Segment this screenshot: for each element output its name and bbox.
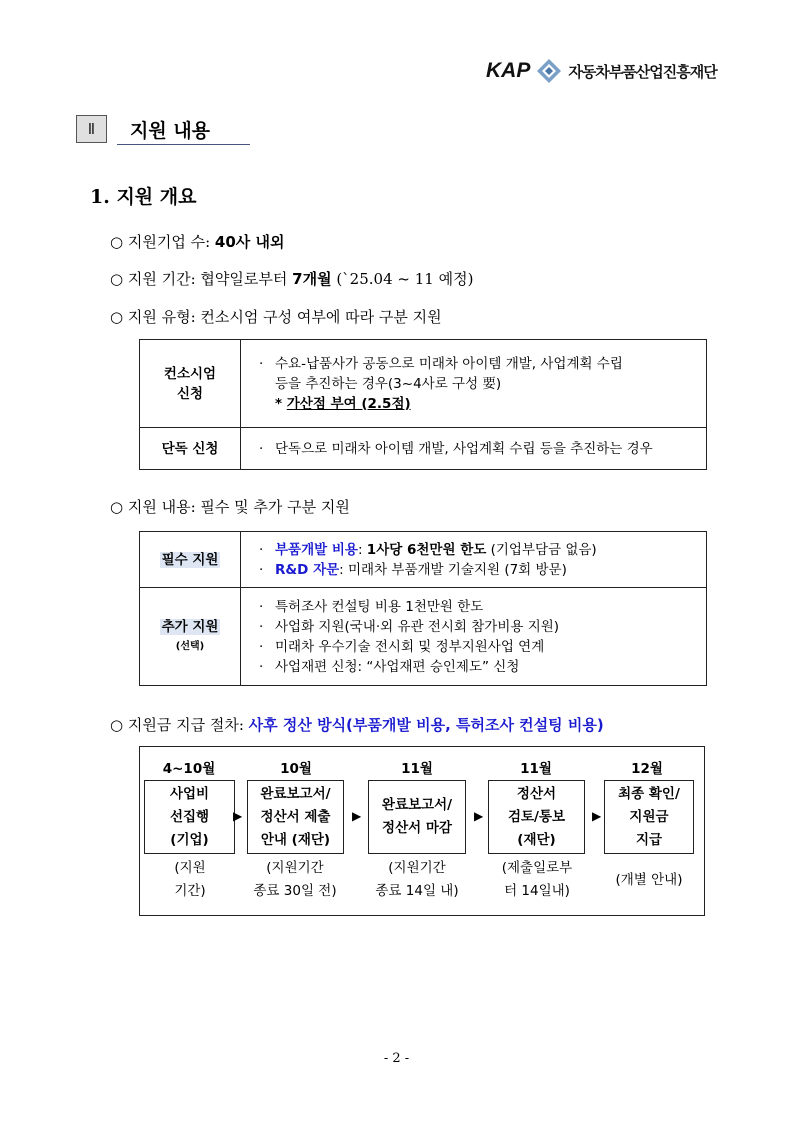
support-content-table — [139, 531, 707, 686]
bullet-text: 지원 내용: 필수 및 추가 구분 지원 — [127, 498, 350, 516]
process-month: 11월 — [401, 761, 433, 777]
process-note: (지원기간 종료 14일 내) — [375, 860, 459, 899]
process-step: 최종 확인/ 지원금 지급 — [604, 780, 694, 854]
logo-kap-text: KAP — [486, 59, 531, 82]
header-logo — [486, 58, 717, 84]
logo-diamond-icon — [536, 58, 562, 84]
single-line1: 단독으로 미래차 아이템 개발, 사업계획 수립 등을 추진하는 경우 — [275, 440, 653, 457]
consortium-line1: 수요-납품사가 공동으로 미래차 아이템 개발, 사업계획 수립 — [275, 355, 623, 372]
bullet-company-count — [110, 231, 285, 252]
process-step: 사업비 선집행 (기업) — [144, 780, 235, 854]
consortium-line2: 등을 추진하는 경우(3~4사로 구성 要) — [275, 375, 502, 392]
table-row — [140, 428, 707, 470]
note-mark: * — [275, 395, 283, 412]
section-title: 지원 내용 — [130, 120, 211, 142]
logo-org-name: 자동차부품산업진흥재단 — [568, 62, 717, 81]
process-note: (지원기간 종료 30일 전) — [253, 860, 337, 899]
heading-overview: 1. 지원 개요 — [90, 186, 197, 208]
bullet-text: 지원 기간: 협약일로부터 — [127, 270, 293, 288]
table-row — [140, 340, 707, 428]
additional-item: 특허조사 컨설팅 비용 1천만원 한도 — [275, 598, 484, 615]
process-note: (지원 기간) — [174, 860, 206, 899]
parts-dev-note: (기업부담금 없음) — [486, 541, 597, 558]
bullet-support-content — [110, 496, 350, 517]
bonus-note: 가산점 부여 (2.5점) — [286, 395, 411, 412]
required-content: · 부품개발 비용: 1사당 6천만원 한도 (기업부담금 없음) · R&D 자문: 미래차 부품개발 기술지원 (7회 방문) — [241, 532, 707, 588]
additional-item: 사업재편 신청: “사업재편 승인제도” 신청 — [275, 658, 520, 675]
section-number: Ⅱ — [76, 115, 107, 143]
separator: : — [357, 541, 367, 558]
payment-process-diagram — [139, 746, 705, 916]
process-step: 완료보고서/ 정산서 제출 안내 (재단) — [247, 780, 344, 854]
additional-item: 사업화 지원(국내·외 유관 전시회 참가비용 지원) — [275, 618, 560, 635]
period-value: 7개월 — [292, 270, 332, 288]
bullet-marker: ○ — [110, 716, 124, 734]
single-label: 단독 신청 — [140, 428, 241, 470]
bullet-marker: ○ — [110, 233, 124, 251]
table-row — [140, 588, 707, 686]
consortium-label: 컨소시엄 신청 — [140, 340, 241, 428]
arrow-right-icon: ▶ — [352, 809, 362, 823]
section-underline — [117, 144, 250, 145]
additional-label-text: 추가 지원 — [161, 618, 219, 635]
bullet-text: 지원기업 수: — [127, 233, 215, 251]
process-note: (개별 안내) — [615, 872, 683, 888]
bullet-text: 지원금 지급 절차: — [127, 716, 249, 734]
arrow-right-icon: ▶ — [474, 809, 484, 823]
additional-label — [140, 588, 241, 686]
page-number: - 2 - — [383, 1051, 410, 1066]
bullet-period — [110, 268, 473, 289]
rnd-advice: R&D 자문 — [275, 561, 340, 578]
bullet-payment-procedure — [110, 714, 604, 735]
table-row — [140, 532, 707, 588]
additional-content: · 특허조사 컨설팅 비용 1천만원 한도 · 사업화 지원(국내·외 유관 전시회 참가비용 지원) · 미래차 우수기술 전시회 및 정부지원사업 연계 · 사업재편 신청: “사업재편 승인제도” 신청 — [241, 588, 707, 686]
additional-item: 미래차 우수기술 전시회 및 정부지원사업 연계 — [275, 638, 545, 655]
process-month: 11월 — [520, 761, 552, 777]
arrow-right-icon: ▶ — [233, 809, 243, 823]
period-range: (`25.04 ~ 11 예정) — [331, 270, 474, 288]
additional-label-sub: (선택) — [175, 640, 205, 652]
company-count-value: 40사 내외 — [214, 233, 285, 251]
required-label — [140, 532, 241, 588]
process-month: 12월 — [631, 761, 663, 777]
parts-dev-cost: 부품개발 비용 — [275, 541, 358, 558]
bullet-support-type — [110, 306, 442, 327]
process-step: 완료보고서/ 정산서 마감 — [368, 780, 466, 854]
process-month: 4~10월 — [162, 761, 216, 777]
arrow-right-icon: ▶ — [592, 809, 602, 823]
bullet-marker: ○ — [110, 308, 124, 326]
required-label-text: 필수 지원 — [161, 551, 219, 568]
bullet-text: 지원 유형: 컨소시엄 구성 여부에 따라 구분 지원 — [127, 308, 442, 326]
process-note: (제출일로부 터 14일내) — [501, 860, 573, 899]
single-content: · 단독으로 미래차 아이템 개발, 사업계획 수립 등을 추진하는 경우 — [241, 428, 707, 470]
payment-method: 사후 정산 방식(부품개발 비용, 특허조사 컨설팅 비용) — [248, 716, 604, 734]
support-type-table — [139, 339, 707, 470]
bullet-marker: ○ — [110, 270, 124, 288]
rnd-advice-desc: : 미래차 부품개발 기술지원 (7회 방문) — [339, 561, 567, 578]
process-month: 10월 — [280, 761, 312, 777]
parts-dev-limit: 1사당 6천만원 한도 — [366, 541, 487, 558]
process-step: 정산서 검토/통보 (재단) — [488, 780, 585, 854]
consortium-content: · 수요-납품사가 공동으로 미래차 아이템 개발, 사업계획 수립 등을 추진하는 경우(3~4사로 구성 要) * 가산점 부여 (2.5점) — [241, 340, 707, 428]
bullet-marker: ○ — [110, 498, 124, 516]
